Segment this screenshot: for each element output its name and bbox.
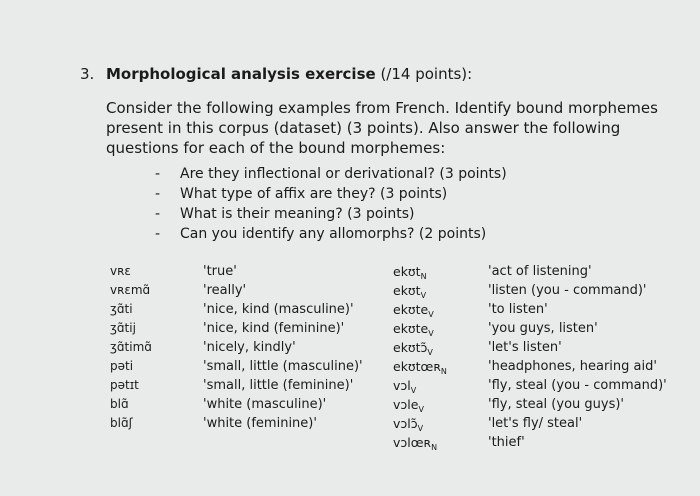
french-form [393,433,447,452]
gloss: 'white (feminine)' [203,416,317,431]
french-form: pəti [110,359,134,373]
gloss: 'white (masculine)' [203,397,327,412]
bullet-dash: - [155,186,161,202]
right-glosses-column [488,262,667,452]
form-base: vɔlɔ̃ [393,416,418,431]
pos-subscript: V [427,348,433,357]
french-form [393,262,447,281]
pos-subscript: V [428,329,434,338]
question-item-text: What is their meaning? (3 points) [180,206,415,222]
pos-subscript: V [418,405,424,414]
form-base: ekʊte [393,302,429,317]
gloss: 'let's listen' [488,340,562,355]
bullet-dash: - [155,166,161,182]
french-form [393,300,447,319]
form-base: ekʊte [393,321,429,336]
french-form [393,338,447,357]
gloss: 'to listen' [488,302,548,317]
pos-subscript: V [428,310,434,319]
pos-subscript: N [420,272,427,281]
french-form: blɑ̃ [110,397,129,411]
form-base: ekʊt [393,264,421,279]
gloss: 'act of listening' [488,264,592,279]
question-title-points: (/14 points): [375,65,473,83]
french-form [393,319,447,338]
left-forms-column [110,262,152,433]
gloss: 'listen (you - command)' [488,283,647,298]
left-glosses-column [203,262,363,433]
gloss: 'let's fly/ steal' [488,416,583,431]
pos-subscript: V [420,291,427,300]
gloss: 'headphones, hearing aid' [488,359,657,374]
gloss: 'true' [203,264,237,279]
question-number: 3. [80,65,95,83]
pos-subscript: N [431,443,438,452]
bullet-dash: - [155,226,161,242]
french-form [393,395,447,414]
question-item-text: Can you identify any allomorphs? (2 points) [180,226,487,242]
french-form [393,357,447,376]
french-form [393,414,447,433]
french-form [393,376,447,395]
form-base: vɔlœʀ [393,435,432,450]
french-form: vʀɛ [110,264,131,278]
form-base: ekʊtɔ̃ [393,340,428,355]
form-base: ekʊtœʀ [393,359,441,374]
gloss: 'nice, kind (masculine)' [203,302,354,317]
french-form: pətɪt [110,378,139,392]
bullet-dash: - [155,206,161,222]
question-item-text: What type of affix are they? (3 points) [180,186,448,202]
gloss: 'you guys, listen' [488,321,598,336]
question-title-bold: Morphological analysis exercise [106,65,376,83]
gloss: 'small, little (feminine)' [203,378,354,393]
intro-paragraph: Consider the following examples from French. Identify bound morphemes present in this corpus (dataset) (3 points). Also answer the following questions for each of the bound morphemes: [106,99,658,157]
french-form: blɑ̃ʃ [110,416,133,430]
form-base: vɔle [393,397,419,412]
gloss: 'nice, kind (feminine)' [203,321,345,336]
form-base: ekʊt [393,283,421,298]
pos-subscript: V [417,424,424,433]
pos-subscript: V [410,386,417,395]
french-form [393,281,447,300]
french-form: ʒɑ̃timɑ̃ [110,340,152,354]
gloss: 'really' [203,283,247,298]
french-form: vʀɛmɑ̃ [110,283,151,297]
gloss: 'thief' [488,435,525,450]
pos-subscript: N [440,367,447,376]
gloss: 'fly, steal (you guys)' [488,397,624,412]
question-item-text: Are they inflectional or derivational? (3 points) [180,166,507,182]
gloss: 'fly, steal (you - command)' [488,378,667,393]
right-forms-column [393,262,447,452]
gloss: 'nicely, kindly' [203,340,296,355]
french-form: ʒɑ̃tij [110,321,136,335]
french-form: ʒɑ̃ti [110,302,133,316]
gloss: 'small, little (masculine)' [203,359,363,374]
form-base: vɔl [393,378,411,393]
